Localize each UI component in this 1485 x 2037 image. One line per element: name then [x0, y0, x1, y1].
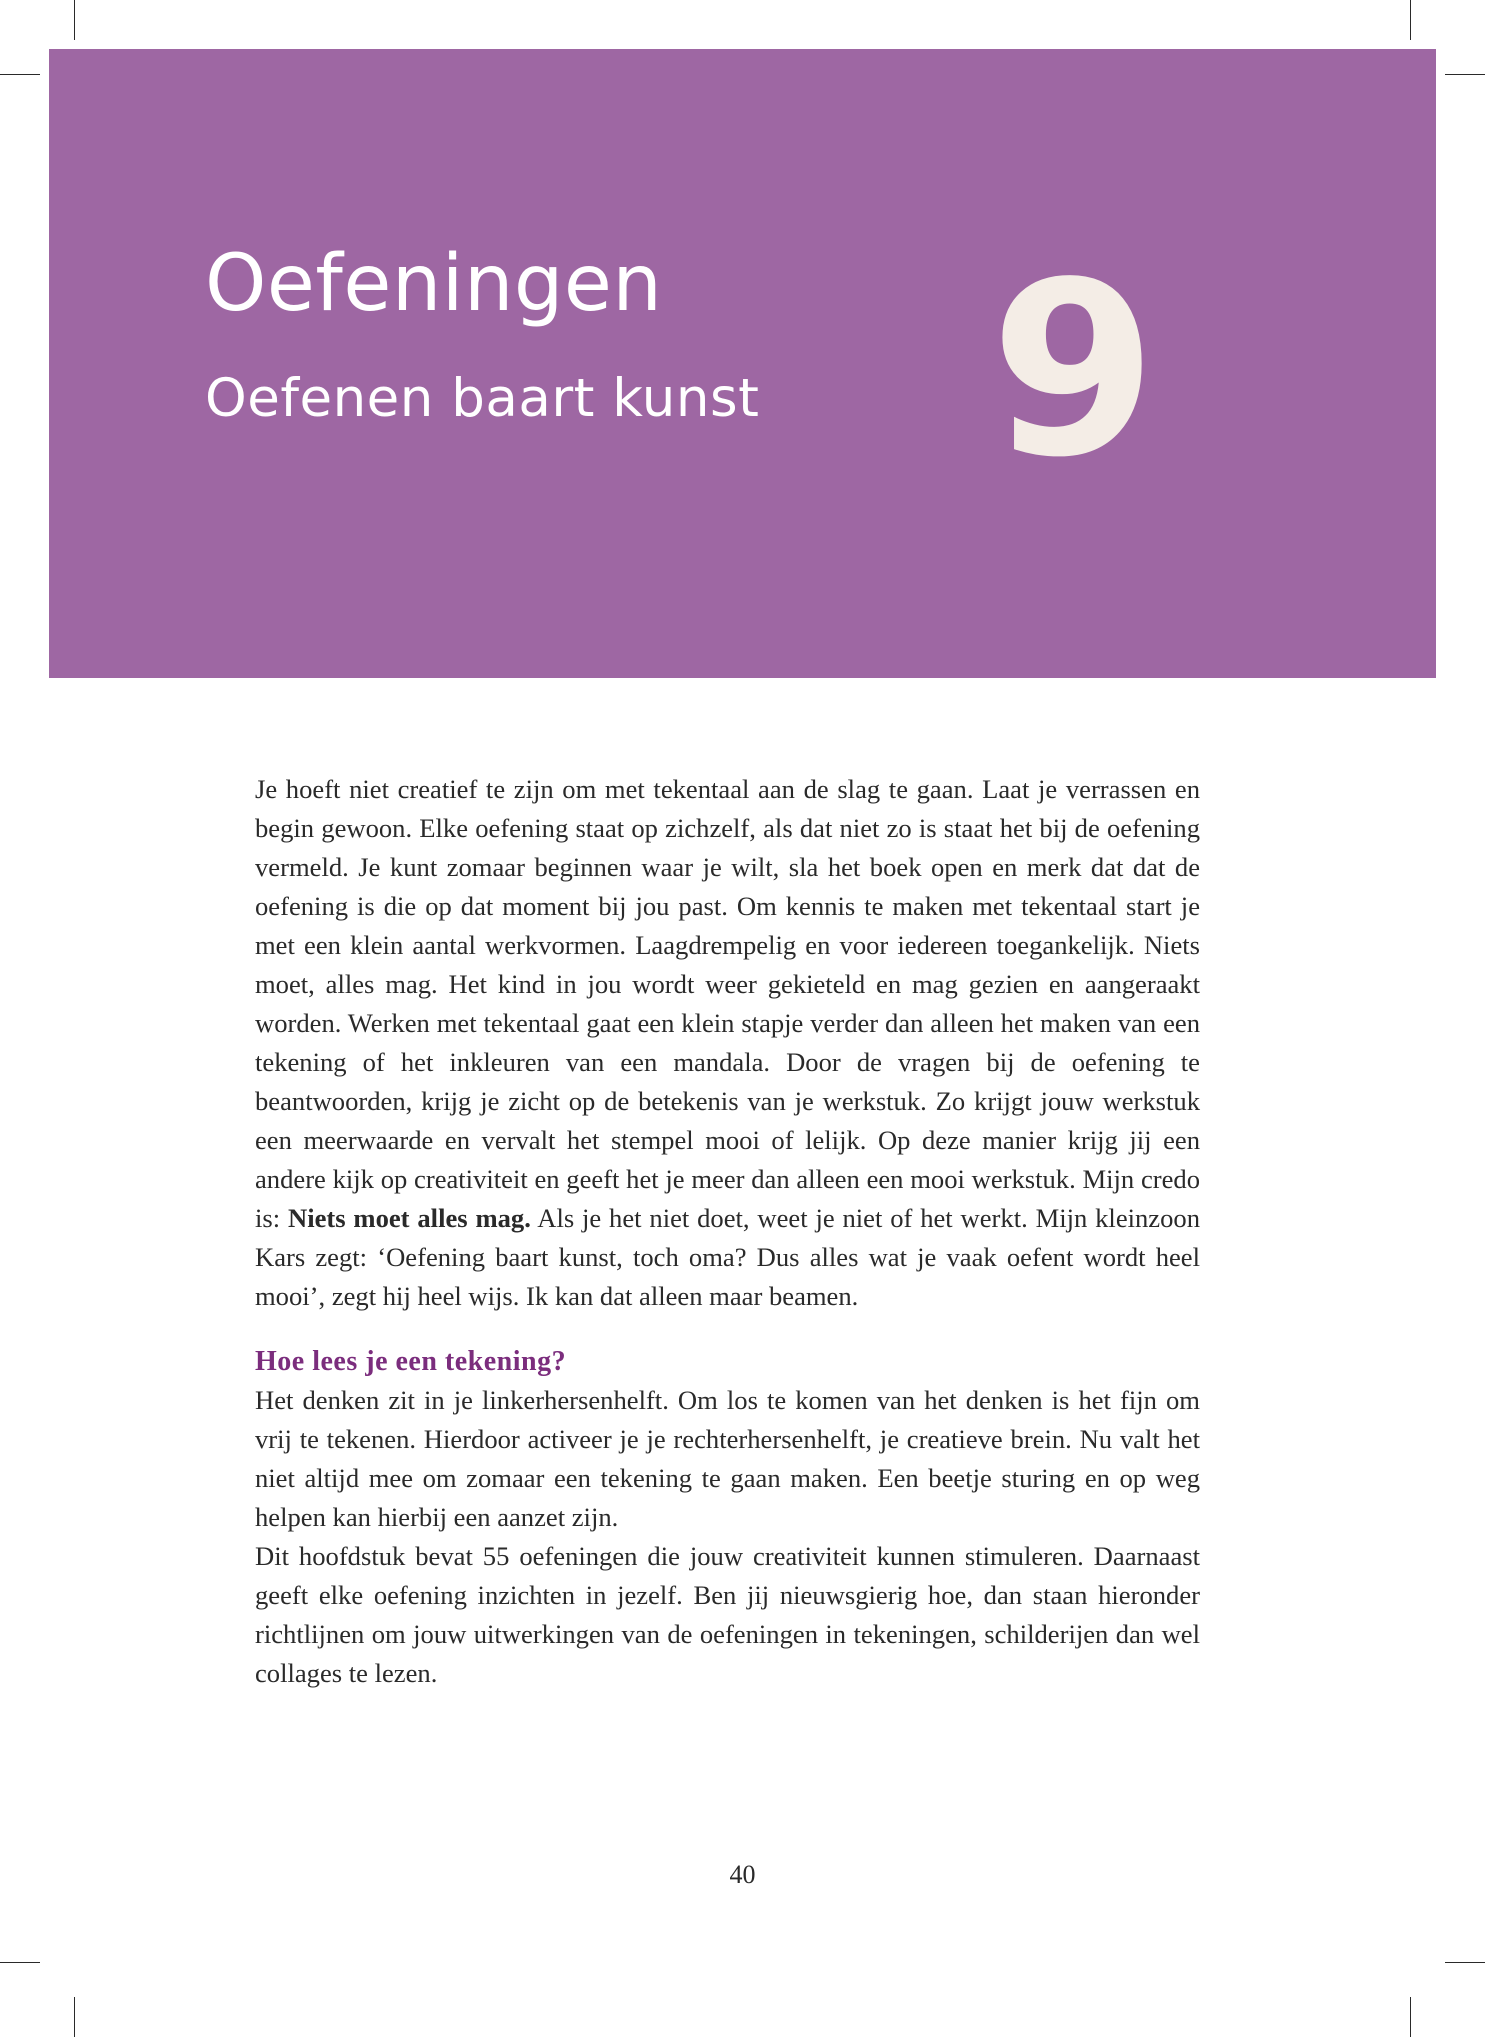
page-number: 40	[729, 1860, 756, 1889]
intro-credo-bold: Niets moet alles mag.	[287, 1203, 531, 1233]
crop-mark-top-left	[74, 0, 75, 40]
intro-text-before-bold: Je hoeft niet creatief te zijn om met tekentaal aan de slag te gaan. Laat je verrassen en begin gewoon. Elke oefening staat op zichzelf, als dat niet zo is staat het bij de oefening vermeld. Je kunt zomaar beginnen waar je wilt, sla het boek open en merk dat dat de oefening is die op dat moment bij jou past. Om kennis te maken met tekentaal start je met een klein aantal werkvormen. Laagdrempelig en voor iedereen toegankelijk. Niets moet, alles mag. Het kind in jou wordt weer gekieteld en mag gezien en aangeraakt worden. Werken met tekentaal gaat een klein stapje verder dan alleen het maken van een tekening of het inkleuren van een mandala. Door de vragen bij de oefening te beantwoorden, krijg je zicht op de betekenis van je werkstuk. Zo krijgt jouw werkstuk een meerwaarde en vervalt het stempel mooi of lelijk. Op deze manier krijg jij een andere kijk op creativiteit en geeft het je meer dan alleen een mooi werkstuk. Mijn credo is:	[255, 774, 1200, 1233]
crop-mark-left-top	[0, 74, 40, 75]
intro-paragraph	[255, 770, 1200, 1316]
section-heading: Hoe lees je een tekening?	[255, 1346, 567, 1377]
crop-mark-bottom-right	[1410, 1997, 1411, 2037]
crop-mark-left-bottom	[0, 1962, 40, 1963]
section-paragraph-2: Dit hoofdstuk bevat 55 oefeningen die jouw creativiteit kunnen stimuleren. Daarnaast geeft elke oefening inzichten in jezelf. Ben jij nieuwsgierig hoe, dan staan hieronder richtlijnen om jouw uitwerkingen van de oefeningen in tekeningen, schilderijen dan wel collages te lezen.	[255, 1541, 1200, 1688]
intro-text-after-bold: Als je het niet doet, weet je niet of het werkt. Mijn kleinzoon Kars zegt: ‘Oefening baart kunst, toch oma? Dus alles wat je vaak oefent wordt heel mooi’, zegt hij heel wijs. Ik kan dat alleen maar beamen.	[255, 1203, 1201, 1311]
chapter-number: 9	[990, 230, 1157, 510]
page-body	[255, 770, 1200, 1693]
chapter-banner	[49, 49, 1436, 678]
chapter-title: Oefeningen	[205, 239, 663, 329]
chapter-subtitle: Oefenen baart kunst	[205, 368, 760, 429]
section-paragraph-1: Het denken zit in je linkerhersenhelft. Om los te komen van het denken is het fijn om vrij te tekenen. Hierdoor activeer je je rechterhersenhelft, je creatieve brein. Nu valt het niet altijd mee om zomaar een tekening te gaan maken. Een beetje sturing en op weg helpen kan hierbij een aanzet zijn.	[255, 1385, 1200, 1532]
crop-mark-right-top	[1445, 74, 1485, 75]
crop-mark-right-bottom	[1445, 1962, 1485, 1963]
crop-mark-top-right	[1410, 0, 1411, 40]
crop-mark-bottom-left	[74, 1997, 75, 2037]
